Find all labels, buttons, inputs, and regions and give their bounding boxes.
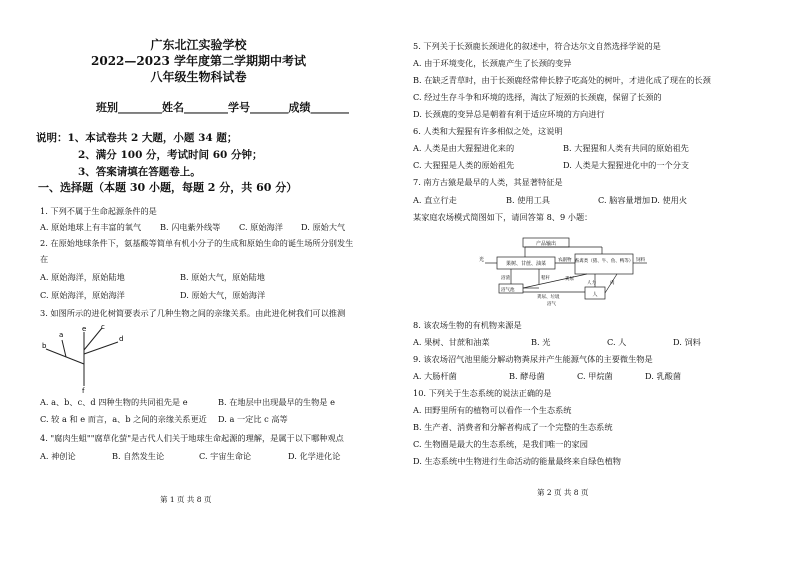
q9-stem: 9. 该农场沼气池里能分解动物粪尿并产生能源气体的主要微生物是 <box>413 354 653 364</box>
label-tank: 沼气池 <box>501 288 515 293</box>
q1-stem: 1. 下列不属于生命起源条件的是 <box>40 206 157 216</box>
q2-option-d: D. 原始大气，原始海洋 <box>180 290 266 300</box>
q2-option-c: C. 原始海洋，原始海洋 <box>40 290 125 300</box>
label-labor: 人力 <box>587 281 596 286</box>
q2-option-b: B. 原始大气，原始陆地 <box>180 272 265 282</box>
label-waste: 粪尿、垃圾 <box>537 295 560 300</box>
section-1-title: 一、选择题（本题 30 小题，每题 2 分，共 60 分） <box>38 181 298 194</box>
q9-option-b: B. 酵母菌 <box>509 371 545 381</box>
page-2-footer: 第 2 页 共 8 页 <box>537 488 589 497</box>
q2-stem-line2: 在 <box>40 254 49 264</box>
q8-option-c: C. 人 <box>607 337 627 347</box>
q10-option-d: D. 生态系统中生物进行生命活动的能量最终来自绿色植物 <box>413 456 621 466</box>
q3-option-a: A. a、b、c、d 四种生物的共同祖先是 e <box>40 397 188 407</box>
tree-label-f: f <box>82 387 85 394</box>
exam-term: 2022—2023 学年度第二学期期中考试 <box>91 54 306 68</box>
label-biogas: 沼气 <box>547 302 556 306</box>
diagram-intro: 某家庭农场模式简图如下，请回答第 8、9 小题： <box>413 212 593 222</box>
label-livestock: 畜禽类（猪、牛、鱼、鸭等） <box>574 259 634 264</box>
q1-option-d: D. 原始大气 <box>301 222 346 232</box>
label-fodder: 饲料 <box>636 258 645 263</box>
farm-diagram <box>477 236 657 306</box>
q6-option-d: D. 人类是大猩猩进化中的一个分支 <box>563 160 690 170</box>
evolution-tree-figure <box>36 322 136 394</box>
label-plants: 果树、甘蔗、油菜 <box>505 261 547 267</box>
q3-option-c: C. 较 a 和 e 而言，a、b 之间的亲缘关系更近 <box>40 414 207 424</box>
label-food: 肉 <box>610 281 615 286</box>
label-manure: 粪尿 <box>565 277 574 282</box>
q3-stem: 3. 如图所示的进化树简要表示了几种生物之间的亲缘关系。由此进化树我们可以推测 <box>40 308 346 318</box>
q8-option-a: A. 果树、甘蔗和油菜 <box>413 337 490 347</box>
q8-option-b: B. 光 <box>531 337 551 347</box>
q4-option-c: C. 宇宙生命论 <box>199 451 252 461</box>
q7-option-c: C. 脑容量增加 <box>598 195 651 205</box>
student-info-line: 班别________姓名________学号_______成绩_______ <box>96 101 349 114</box>
q5-option-a: A. 由于环境变化，长颈鹿产生了长颈的变异 <box>413 58 572 68</box>
q10-option-a: A. 田野里所有的植物可以看作一个生态系统 <box>413 405 572 415</box>
q10-option-c: C. 生物圈是最大的生态系统，是我们唯一的家园 <box>413 439 588 449</box>
q9-option-a: A. 大肠杆菌 <box>413 371 457 381</box>
q3-option-b: B. 在地层中出现最早的生物是 e <box>218 397 335 407</box>
q8-option-d: D. 饲料 <box>673 337 701 347</box>
q6-stem: 6. 人类和大猩猩有许多相似之处，这说明 <box>413 126 563 136</box>
q5-option-c: C. 经过生存斗争和环境的选择，淘汰了短颈的长颈鹿，保留了长颈的 <box>413 92 662 102</box>
q5-stem: 5. 下列关于长颈鹿长颈进化的叙述中，符合达尔文自然选择学说的是 <box>413 41 661 51</box>
q7-option-d: D. 使用火 <box>651 195 688 205</box>
q7-stem: 7. 南方古猿是最早的人类，其显著特征是 <box>413 177 563 187</box>
q5-option-d: D. 长颈鹿的变异总是朝着有利于适应环境的方向进行 <box>413 109 605 119</box>
q6-option-b: B. 大猩猩和人类有共同的原始祖先 <box>563 143 689 153</box>
tree-label-e: e <box>82 325 87 333</box>
label-stalks: 秸秆 <box>541 276 550 281</box>
exam-subject: 八年级生物科试卷 <box>150 70 247 84</box>
q7-option-b: B. 使用工具 <box>506 195 550 205</box>
q6-option-a: A. 人类是由大猩猩进化来的 <box>413 143 515 153</box>
q5-option-b: B. 在缺乏青草时，由于长颈鹿经常伸长脖子吃高处的树叶，才进化成了现在的长颈 <box>413 75 711 85</box>
tree-label-a: a <box>59 331 64 339</box>
label-fertilizer: 沼渣 <box>501 276 510 281</box>
page-2 <box>397 0 794 564</box>
school-name: 广东北江实验学校 <box>150 38 247 52</box>
tree-label-b: b <box>42 342 47 350</box>
q1-option-a: A. 原始地球上有丰富的氧气 <box>40 222 142 232</box>
label-human: 人 <box>592 292 598 298</box>
q2-option-a: A. 原始海洋，原始陆地 <box>40 272 125 282</box>
note-1: 说明：1、本试卷共 2 大题，小题 34 题； <box>36 132 238 144</box>
q10-option-b: B. 生产者、消费者和分解者构成了一个完整的生态系统 <box>413 422 613 432</box>
note-3: 3、答案请填在答题卷上。 <box>78 166 201 178</box>
tree-label-d: d <box>119 335 124 343</box>
q6-option-c: C. 大猩猩是人类的原始祖先 <box>413 160 515 170</box>
q4-option-b: B. 自然发生论 <box>112 451 165 461</box>
q9-option-c: C. 甲烷菌 <box>577 371 613 381</box>
q1-option-b: B. 闪电紫外线等 <box>160 222 221 232</box>
label-light: 光 <box>479 257 485 263</box>
note-2: 2、满分 100 分，考试时间 60 分钟； <box>78 149 263 161</box>
q9-option-d: D. 乳酸菌 <box>645 371 682 381</box>
q4-option-d: D. 化学进化论 <box>288 451 341 461</box>
q4-option-a: A. 神创论 <box>40 451 76 461</box>
tree-label-c: c <box>101 323 105 331</box>
q10-stem: 10. 下列关于生态系统的说法正确的是 <box>413 388 552 398</box>
q2-stem-line1: 2. 在原始地球条件下，氨基酸等简单有机小分子的生成和原始生命的诞生场所分别发生 <box>40 238 354 248</box>
q4-stem: 4. "腐肉生蛆""腐草化萤"是古代人们关于地球生命起源的理解，是属于以下哪种观点 <box>40 433 344 443</box>
q7-option-a: A. 直立行走 <box>413 195 457 205</box>
livestock-box <box>575 254 633 274</box>
q3-option-d: D. a 一定比 c 高等 <box>218 414 288 424</box>
page-1-footer: 第 1 页 共 8 页 <box>160 495 212 504</box>
q8-stem: 8. 该农场生物的有机物来源是 <box>413 320 522 330</box>
label-product: 产品输出 <box>535 241 557 247</box>
q1-option-c: C. 原始海洋 <box>239 222 283 232</box>
label-feed: 农副物 <box>558 258 572 263</box>
